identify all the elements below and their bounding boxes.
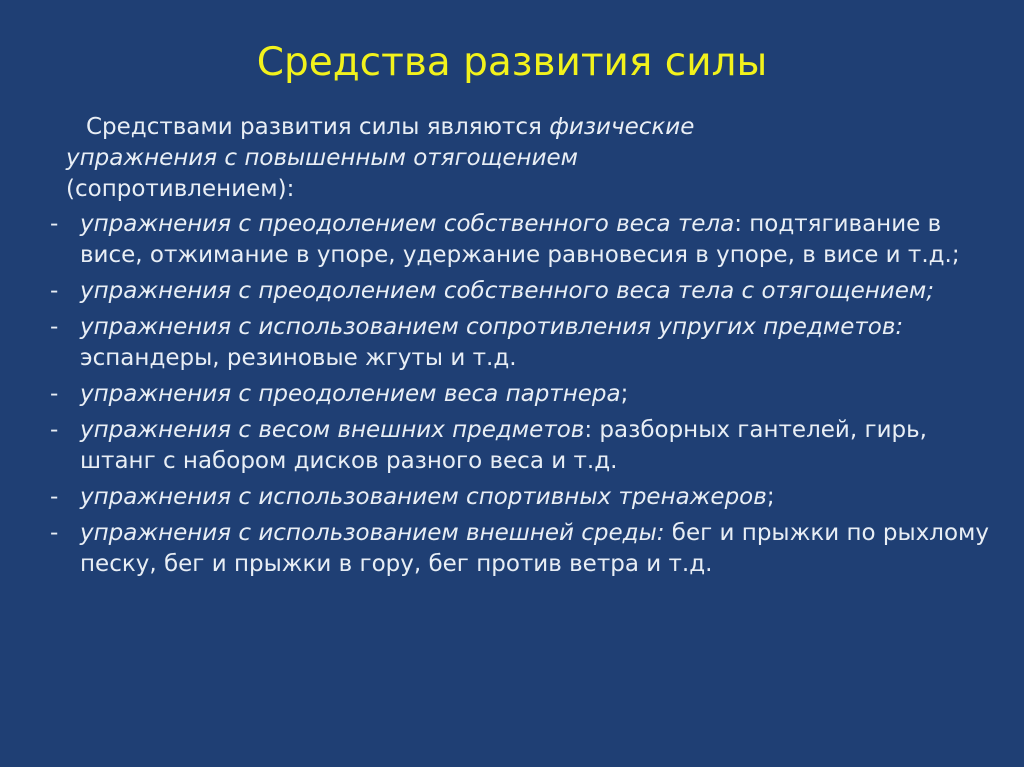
list-item-details: : подтягивание в висе, отжимание в упоре, удержание равновесия в упоре, в висе и т.д.;: [80, 211, 960, 268]
list-item-details: эспандеры, резиновые жгуты и т.д.: [80, 345, 517, 371]
list-item-text: [80, 312, 995, 374]
list-item: [50, 482, 995, 513]
list-dash: -: [50, 484, 59, 510]
list-dash: -: [50, 520, 59, 546]
list-item-details: ;: [766, 484, 775, 510]
list-item-emphasis: упражнения с преодолением веса партнера: [80, 381, 621, 407]
list-dash: -: [50, 278, 59, 304]
list-item: [50, 379, 995, 410]
intro-paragraph: [50, 112, 995, 205]
list-item-details: : разборных гантелей, гирь, штанг с набором дисков разного веса и т.д.: [80, 417, 927, 474]
list-item-text: [80, 415, 995, 477]
list-item-text: [80, 482, 995, 513]
list-item-text: [80, 209, 995, 271]
list-dash: -: [50, 417, 59, 443]
slide-content: [50, 112, 995, 585]
intro-second-line: [66, 143, 995, 174]
list-item-emphasis: упражнения с использованием внешней среды:: [80, 520, 665, 546]
list-dash: -: [50, 211, 59, 237]
list-item: [50, 415, 995, 477]
list-item: [50, 518, 995, 580]
list-item-emphasis: упражнения с преодолением собственного веса тела с отягощением;: [80, 278, 934, 304]
intro-emphasis-2: упражнения с повышенным отягощением: [66, 145, 579, 171]
intro-lead: Средствами развития силы являются: [86, 114, 550, 140]
list-item: [50, 276, 995, 307]
list-dash: -: [50, 314, 59, 340]
intro-third-line: [66, 174, 995, 205]
list-item-emphasis: упражнения с использованием сопротивления упругих предметов:: [80, 314, 904, 340]
list-item: [50, 312, 995, 374]
intro-emphasis-1: физические: [549, 114, 695, 140]
list-item-text: [80, 379, 995, 410]
slide-title: Средства развития силы: [256, 40, 768, 85]
list-item-details: бег и прыжки по рыхлому песку, бег и прыжки в гору, бег против ветра и т.д.: [80, 520, 989, 577]
list-item: [50, 209, 995, 271]
list-item-emphasis: упражнения с преодолением собственного веса тела: [80, 211, 735, 237]
list-item-emphasis: упражнения с использованием спортивных тренажеров: [80, 484, 767, 510]
list-item-details: ;: [620, 381, 629, 407]
list-item-text: [80, 518, 995, 580]
list-item-text: [80, 276, 995, 307]
list-dash: -: [50, 381, 59, 407]
intro-tail: (сопротивлением):: [66, 176, 295, 202]
intro-first-line: [66, 112, 995, 143]
list-item-emphasis: упражнения с весом внешних предметов: [80, 417, 585, 443]
